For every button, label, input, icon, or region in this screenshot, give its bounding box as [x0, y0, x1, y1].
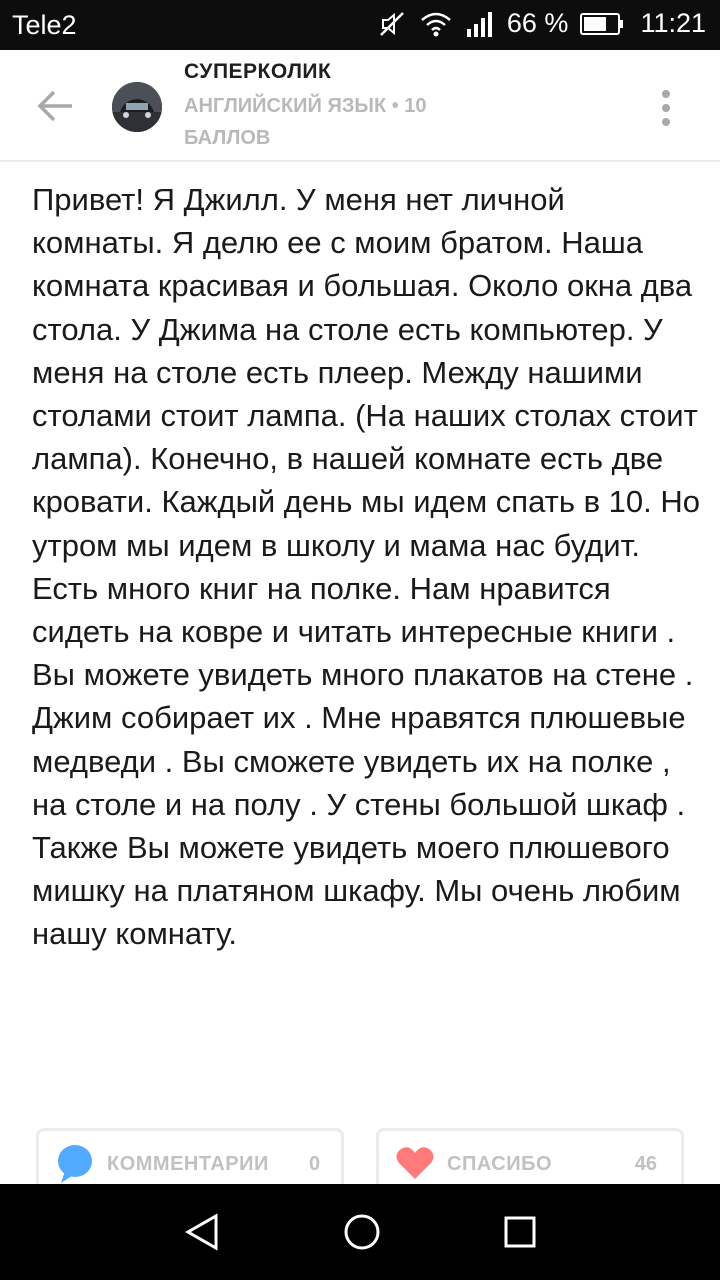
carrier-name: Tele2 [12, 10, 77, 40]
action-row [0, 1128, 720, 1188]
navigation-bar [0, 1184, 720, 1280]
answer-text: Привет! Я Джилл. У меня нет личной комнаты. Я делю ее с моим братом. Наша комната красивая и большая. Около окна два стола. У Джима на столе есть компьютер. У меня на столе есть плеер. Между нашими столами стоит лампа. (На наших столах стоит лампа). Конечно, в нашей комнате есть две кровати. Каждый день мы идем спать в 10. Но утром мы идем в школу и мама нас будит. Есть много книг на полке. Нам нравится сидеть на ковре и читать интересные книги . Вы можете увидеть много плакатов на стене . Джим собирает их . Мне нравятся плюшевые медведи . Вы сможете увидеть их на полке , на столе и на полу . У стены большой шкаф . Также Вы можете увидеть моего плюшевого мишку на платяном шкафу. Мы очень любим нашу комнату. [32, 182, 701, 952]
avatar[interactable] [112, 82, 162, 132]
heart-icon [395, 1145, 435, 1186]
subject-points: АНГЛИЙСКИЙ ЯЗЫК • 10 БАЛЛОВ [184, 95, 427, 149]
more-vertical-icon[interactable] [654, 88, 678, 128]
clock: 11:21 [640, 8, 706, 38]
nav-recent-apps-icon[interactable] [498, 1210, 542, 1254]
battery-icon [580, 11, 624, 37]
status-icons [377, 8, 706, 39]
wifi-icon [419, 9, 453, 39]
user-name[interactable]: СУПЕРКОЛИК [184, 60, 332, 83]
nav-back-icon[interactable] [180, 1210, 224, 1254]
back-arrow-icon[interactable] [34, 84, 78, 128]
thanks-label: СПАСИБО [447, 1153, 553, 1175]
nav-home-icon[interactable] [340, 1210, 384, 1254]
signal-icon [465, 9, 495, 39]
thanks-count: 46 [634, 1153, 657, 1175]
app-header [0, 50, 720, 162]
comment-bubble-icon [55, 1143, 95, 1190]
mute-icon [377, 9, 407, 39]
comments-count: 0 [309, 1153, 321, 1175]
status-bar [0, 0, 720, 50]
comments-label: КОММЕНТАРИИ [107, 1153, 269, 1175]
battery-percent: 66 % [506, 8, 569, 38]
